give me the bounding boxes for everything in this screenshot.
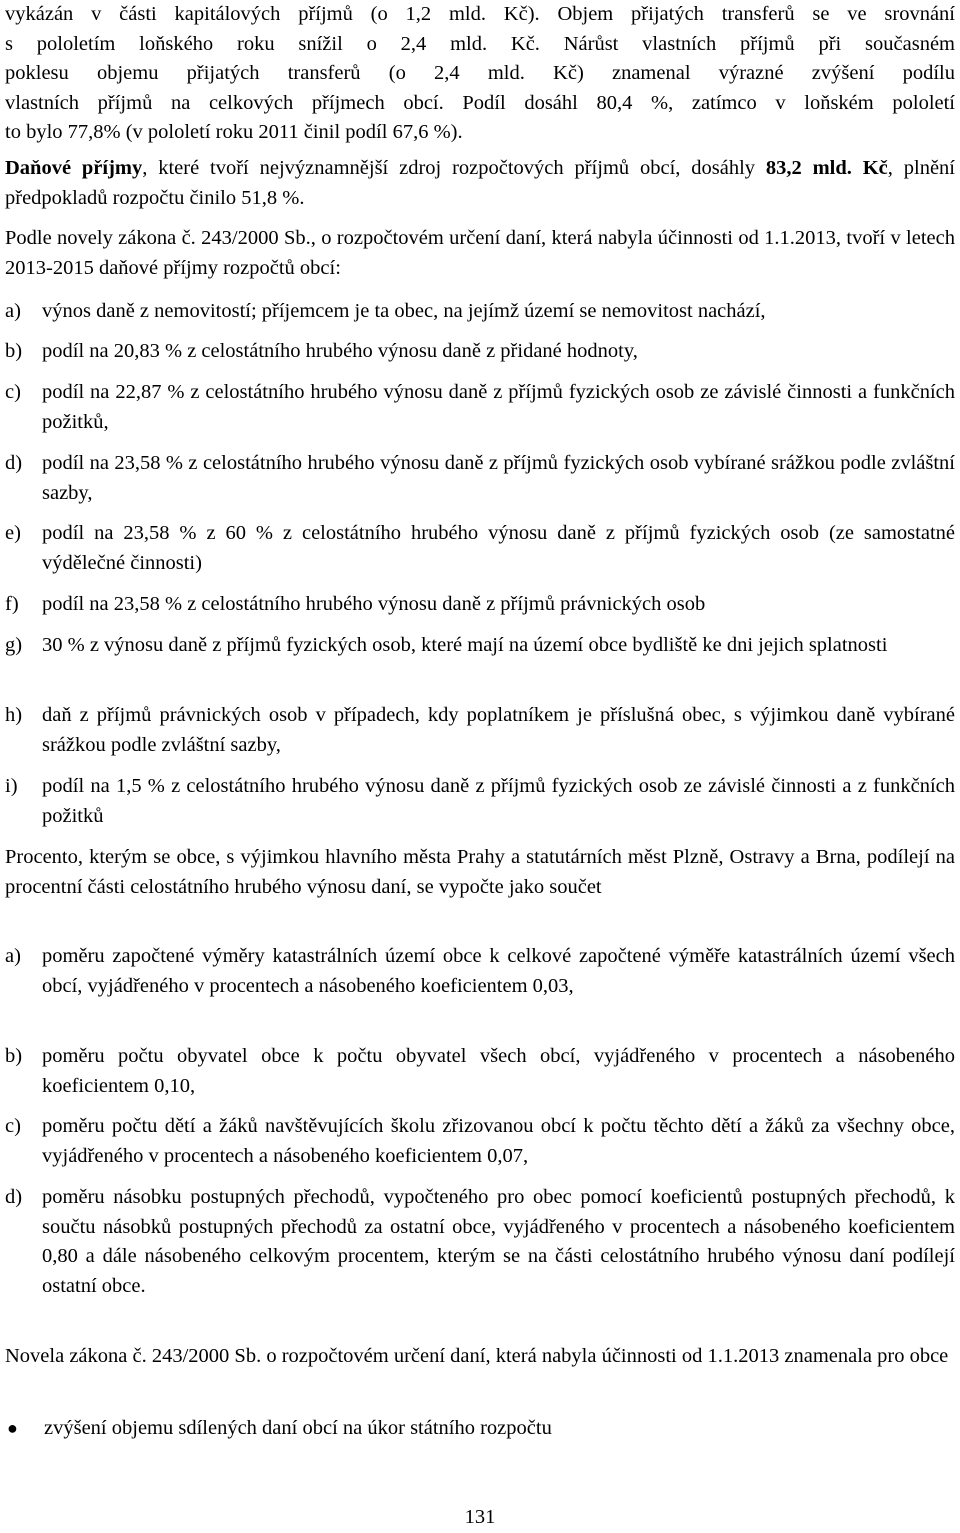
- tax-revenue-heading: Daňové příjmy: [5, 157, 143, 179]
- tax-revenue-paragraph: [5, 154, 955, 213]
- list-item: b) podíl na 20,83 % z celostátního hrubého výnosu daně z přidané hodnoty,: [5, 340, 638, 362]
- list-item: c) poměru počtu dětí a žáků navštěvujících školu zřizovanou obcí k počtu těchto dětí a žáků za všechny obce, vyjádřeného v procentech a násobeného koeficientem 0,07,: [5, 1115, 955, 1167]
- law-paragraph: Podle novely zákona č. 243/2000 Sb., o rozpočtovém určení daní, která nabyla účinnosti od 1.1.2013, tvoří v letech 2013-2015 daňové příjmy rozpočtů obcí:: [5, 227, 955, 279]
- list-item: a) výnos daně z nemovitostí; příjemcem je ta obec, na jejímž území se nemovitost nachází,: [5, 300, 766, 322]
- list-item: d) podíl na 23,58 % z celostátního hrubého výnosu daně z příjmů fyzických osob vybírané srážkou podle zvláštní sazby,: [5, 452, 955, 504]
- tax-revenue-text: , které tvoří nejvýznamnější zdroj rozpočtových příjmů obcí, dosáhly: [142, 157, 766, 179]
- list-item: b) poměru počtu obyvatel obce k počtu obyvatel všech obcí, vyjádřeného v procentech a násobeného koeficientem 0,10,: [5, 1045, 955, 1097]
- intro-line: to bylo 77,8% (v pololetí roku 2011 činil podíl 67,6 %).: [5, 121, 463, 143]
- intro-line: vlastních příjmů na celkových příjmech obcí. Podíl dosáhl 80,4 %, zatímco v loňském pololetí: [5, 91, 955, 114]
- list-item: g) 30 % z výnosu daně z příjmů fyzických osob, které mají na území obce bydliště ke dni jejich splatnosti: [5, 634, 888, 656]
- list-item: f) podíl na 23,58 % z celostátního hrubého výnosu daně z příjmů právnických osob: [5, 593, 706, 615]
- novela-paragraph: Novela zákona č. 243/2000 Sb. o rozpočtovém určení daní, která nabyla účinnosti od 1.1.2013 znamenala pro obce: [5, 1345, 949, 1367]
- intro-line: poklesu objemu přijatých transferů (o 2,4 mld. Kč) znamenal výrazné zvýšení podílu: [5, 62, 955, 84]
- list-item: h) daň z příjmů právnických osob v případech, kdy poplatníkem je příslušná obec, s výjimkou daně vybírané srážkou podle zvláštní sazby,: [5, 704, 955, 756]
- list-item: a) poměru započtené výměry katastrálních území obce k celkové započtené výměře katastrálních území všech obcí, vyjádřeného v procentech a násobeného koeficientem 0,03,: [5, 945, 955, 997]
- percent-paragraph: Procento, kterým se obce, s výjimkou hlavního města Prahy a statutárních měst Plzně, Ostravy a Brna, podílejí na procentní části celostátního hrubého výnosu daní, se vypočte jako součet: [5, 846, 955, 898]
- list-item: c) podíl na 22,87 % z celostátního hrubého výnosu daně z příjmů fyzických osob ze závislé činnosti a funkčních požitků,: [5, 381, 955, 433]
- intro-paragraph: [5, 0, 955, 148]
- bullet-icon: ●: [7, 1418, 18, 1438]
- list-item: i) podíl na 1,5 % z celostátního hrubého výnosu daně z příjmů fyzických osob ze závislé činnosti a z funkčních požitků: [5, 775, 955, 827]
- page-number: 131: [464, 1506, 496, 1528]
- tax-revenue-amount: 83,2 mld. Kč: [765, 157, 888, 179]
- list-item: e) podíl na 23,58 % z 60 % z celostátního hrubého výnosu daně z příjmů fyzických osob (ze samostatné výdělečné činnosti): [5, 522, 955, 574]
- tax-revenue-fulfilment: , plnění předpokladů rozpočtu činilo 51,8 %.: [5, 157, 956, 209]
- bullet-item: ● zvýšení objemu sdílených daní obcí na úkor státního rozpočtu: [5, 1414, 955, 1444]
- list-item: d) poměru násobku postupných přechodů, vypočteného pro obec pomocí koeficientů postupných přechodů, k součtu násobků postupných přechodů za ostatní obce, vyjádřeného v procentech a násobeného koeficientem 0,80 a dále násobeného celkovým procentem, kterým se na části celostátního hrubého výnosu daní podílejí ostatní obce.: [5, 1186, 955, 1297]
- intro-line: s pololetím loňského roku snížil o 2,4 mld. Kč. Nárůst vlastních příjmů při současném: [5, 32, 955, 55]
- intro-line: vykázán v části kapitálových příjmů (o 1,2 mld. Kč). Objem přijatých transferů se ve srovnání: [5, 3, 955, 25]
